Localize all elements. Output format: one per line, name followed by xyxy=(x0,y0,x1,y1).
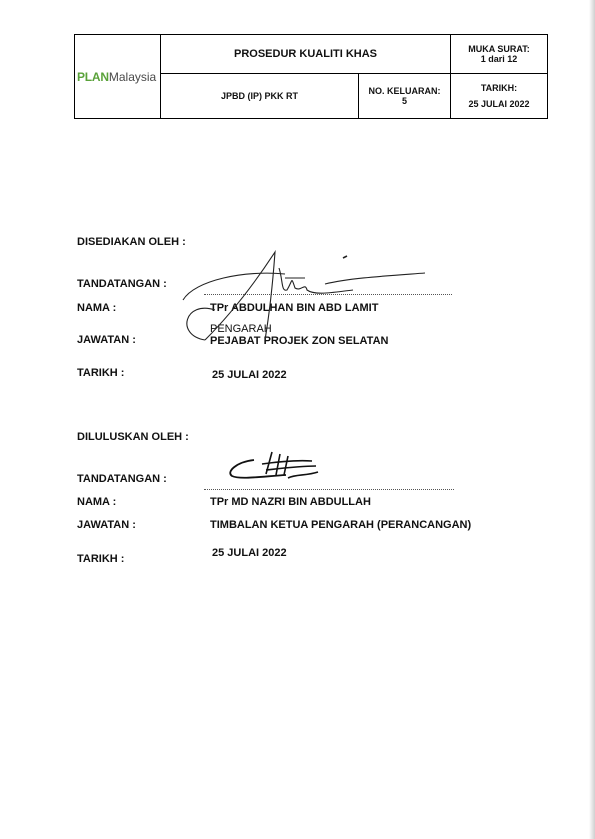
planmalaysia-logo xyxy=(75,35,161,119)
page-number-value: 1 dari 12 xyxy=(480,54,518,64)
approved-name-label: NAMA : xyxy=(77,496,117,508)
approved-position-label: JAWATAN : xyxy=(77,519,136,531)
approved-name-value: TPr MD NAZRI BIN ABDULLAH xyxy=(210,496,371,508)
header-date-label: TARIKH: xyxy=(480,83,518,93)
approved-position-value: TIMBALAN KETUA PENGARAH (PERANCANGAN) xyxy=(210,519,472,531)
approved-by-heading: DILULUSKAN OLEH : xyxy=(77,431,189,443)
logo-plan-text: PLAN xyxy=(77,69,109,84)
prepared-position-line2: PEJABAT PROJEK ZON SELATAN xyxy=(210,335,389,347)
document-title: PROSEDUR KUALITI KHAS xyxy=(161,35,451,74)
approved-signature-label: TANDATANGAN : xyxy=(77,473,167,485)
approved-date-value: 25 JULAI 2022 xyxy=(212,547,287,559)
document-code: JPBD (IP) PKK RT xyxy=(161,74,359,119)
prepared-position-label: JAWATAN : xyxy=(77,334,136,346)
approved-signature-line xyxy=(204,489,454,490)
page-number-cell xyxy=(451,35,548,74)
issue-number-label: NO. KELUARAN: xyxy=(368,86,441,96)
prepared-name-value: TPr ABDULHAN BIN ABD LAMIT xyxy=(210,302,379,314)
prepared-date-label: TARIKH : xyxy=(77,367,125,379)
prepared-signature-image xyxy=(175,240,435,350)
prepared-date-value: 25 JULAI 2022 xyxy=(212,369,287,381)
approved-signature-image xyxy=(226,448,326,488)
header-date-cell xyxy=(451,74,548,119)
header-date-value: 25 JULAI 2022 xyxy=(468,99,530,109)
page-number-label: MUKA SURAT: xyxy=(468,44,530,54)
approved-date-label: TARIKH : xyxy=(77,553,125,565)
prepared-by-heading: DISEDIAKAN OLEH : xyxy=(77,236,186,248)
prepared-name-label: NAMA : xyxy=(77,302,117,314)
issue-number-cell xyxy=(359,74,451,119)
logo-malaysia-text: Malaysia xyxy=(108,69,157,84)
prepared-position-line1: PENGARAH xyxy=(210,323,272,335)
page-edge-shadow xyxy=(589,0,595,839)
issue-number-value: 5 xyxy=(402,96,408,106)
prepared-signature-label: TANDATANGAN : xyxy=(77,278,167,290)
document-header-table xyxy=(74,34,548,119)
